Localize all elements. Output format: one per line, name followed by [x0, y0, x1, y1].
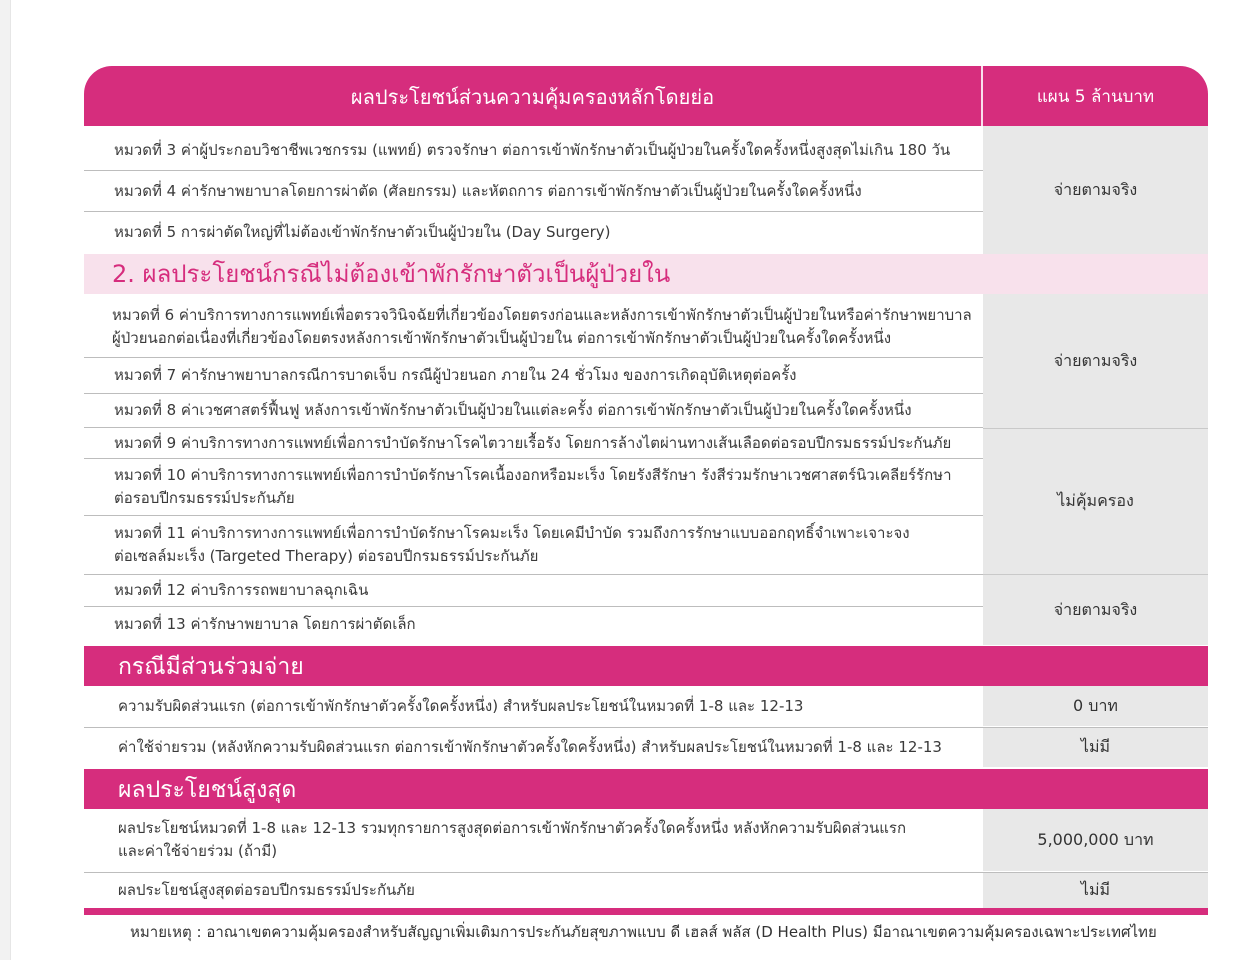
row-text-line2: ต่อรอบปีกรมธรรม์ประกันภัย — [114, 488, 295, 507]
max-benefit-value-1: 5,000,000 บาท — [983, 809, 1208, 871]
bottom-accent-bar — [84, 908, 1208, 915]
table-row: หมวดที่ 9 ค่าบริการทางการแพทย์เพื่อการบำบัดรักษาโรคไตวายเรื้อรัง โดยการล้างไตผ่านทางเส้นเลือดต่อรอบปีกรมธรรม์ประกันภัย — [114, 433, 952, 452]
max-benefit-value-2: ไม่มี — [983, 873, 1208, 908]
table-row — [84, 298, 983, 356]
header-plan: แผน 5 ล้านบาท — [1036, 87, 1155, 107]
row-text-line1: หมวดที่ 10 ค่าบริการทางการแพทย์เพื่อการบำบัดรักษาโรคเนื้องอกหรือมะเร็ง โดยรังสีรักษา รังสีร่วมรักษาเวชศาสตร์นิวเคลียร์รักษา — [114, 465, 952, 484]
row-text-line1: หมวดที่ 6 ค่าบริการทางการแพทย์เพื่อตรวจวินิจฉัยที่เกี่ยวข้องโดยตรงก่อนและหลังการเข้าพักรักษาตัวเป็นผู้ป่วยในหรือค่ารักษาพยาบาล — [112, 306, 972, 324]
table-row: หมวดที่ 12 ค่าบริการรถพยาบาลฉุกเฉิน — [114, 580, 369, 599]
table-row: หมวดที่ 7 ค่ารักษาพยาบาลกรณีการบาดเจ็บ กรณีผู้ป่วยนอก ภายใน 24 ชั่วโมง ของการเกิดอุบัติเหตุต่อครั้ง — [114, 365, 797, 384]
table-row: หมวดที่ 13 ค่ารักษาพยาบาล โดยการผ่าตัดเล็ก — [114, 614, 416, 633]
table-row: ผลประโยชน์สูงสุดต่อรอบปีกรมธรรม์ประกันภัย — [118, 881, 415, 899]
row-text-line1: หมวดที่ 11 ค่าบริการทางการแพทย์เพื่อการบำบัดรักษาโรคมะเร็ง โดยเคมีบำบัด รวมถึงการรักษาแบบออกฤทธิ์จำเพาะเจาะจง — [114, 524, 910, 542]
row-text-line2: ต่อเซลล์มะเร็ง (Targeted Therapy) ต่อรอบปีกรมธรรม์ประกันภัย — [114, 547, 539, 565]
table-row — [84, 516, 983, 574]
copay-title: กรณีมีส่วนร่วมจ่าย — [84, 646, 1208, 686]
table-row: หมวดที่ 3 ค่าผู้ประกอบวิชาชีพเวชกรรม (แพทย์) ตรวจรักษา ต่อการเข้าพักรักษาตัวเป็นผู้ป่วยในครั้งใดครั้งหนึ่งสูงสุดไม่เกิน 180 วัน — [114, 140, 951, 159]
table-header — [84, 66, 1208, 126]
row-text-line1: ผลประโยชน์หมวดที่ 1-8 และ 12-13 รวมทุกรายการสูงสุดต่อการเข้าพักรักษาตัวครั้งใดครั้งหนึ่ง หลังหักความรับผิดส่วนแรก — [118, 819, 907, 837]
table-row: หมวดที่ 4 ค่ารักษาพยาบาลโดยการผ่าตัด (ศัลยกรรม) และหัตถการ ต่อการเข้าพักรักษาตัวเป็นผู้ป่วยในครั้งใดครั้งหนึ่ง — [114, 181, 862, 200]
table-row — [84, 459, 983, 514]
row-text-line2: และค่าใช้จ่ายร่วม (ถ้ามี) — [118, 842, 278, 860]
group2-value: จ่ายตามจริง — [983, 294, 1208, 428]
max-benefit-title: ผลประโยชน์สูงสุด — [84, 769, 1208, 809]
group1-value: จ่ายตามจริง — [983, 126, 1208, 254]
table-row: หมวดที่ 5 การผ่าตัดใหญ่ที่ไม่ต้องเข้าพักรักษาตัวเป็นผู้ป่วยใน (Day Surgery) — [114, 222, 611, 241]
section-2-title: 2. ผลประโยชน์กรณีไม่ต้องเข้าพักรักษาตัวเป็นผู้ป่วยใน — [84, 254, 1208, 294]
table-row — [84, 809, 983, 871]
table-row: หมวดที่ 8 ค่าเวชศาสตร์ฟื้นฟู หลังการเข้าพักรักษาตัวเป็นผู้ป่วยในแต่ละครั้ง ต่อการเข้าพักรักษาตัวเป็นผู้ป่วยในครั้งใดครั้งหนึ่ง — [114, 401, 912, 419]
group3-value: ไม่คุ้มครอง — [983, 429, 1208, 574]
footnote: หมายเหตุ : อาณาเขตความคุ้มครองสำหรับสัญญาเพิ่มเติมการประกันภัยสุขภาพแบบ ดี เฮลส์ พลัส (D Health Plus) มีอาณาเขตความคุ้มครองเฉพาะประเทศไทย — [130, 923, 1157, 941]
left-margin-bar — [0, 0, 11, 960]
copay-value-2: ไม่มี — [983, 728, 1208, 767]
copay-value-1: 0 บาท — [983, 686, 1208, 726]
table-row: ความรับผิดส่วนแรก (ต่อการเข้าพักรักษาตัวครั้งใดครั้งหนึ่ง) สำหรับผลประโยชน์ในหมวดที่ 1-8 และ 12-13 — [118, 696, 804, 715]
row-text-line2: ผู้ป่วยนอกต่อเนื่องที่เกี่ยวข้องโดยตรงหลังการเข้าพักรักษาตัวเป็นผู้ป่วยใน ต่อการเข้าพักรักษาตัวเป็นผู้ป่วยในครั้งใดครั้งหนึ่ง — [112, 329, 892, 347]
table-row: ค่าใช้จ่ายรวม (หลังหักความรับผิดส่วนแรก ต่อการเข้าพักรักษาตัวครั้งใดครั้งหนึ่ง) สำหรับผลประโยชน์ในหมวดที่ 1-8 และ 12-13 — [118, 738, 942, 756]
header-title: ผลประโยชน์ส่วนความคุ้มครองหลักโดยย่อ — [350, 85, 715, 109]
group4-value: จ่ายตามจริง — [983, 575, 1208, 645]
